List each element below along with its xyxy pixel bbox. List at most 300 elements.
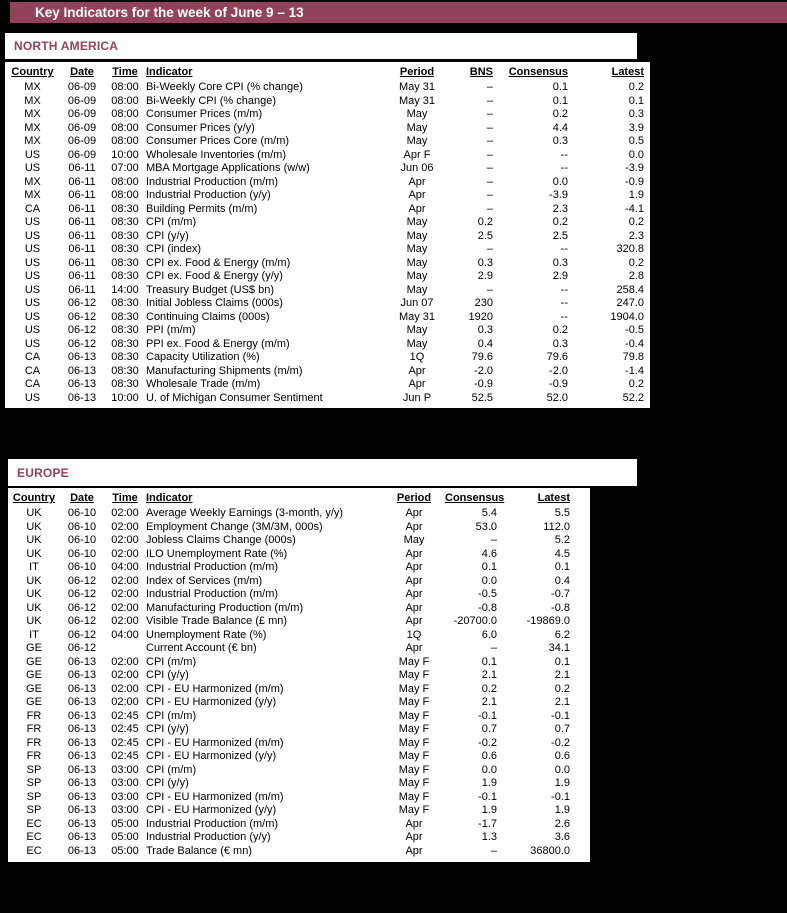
cell: CPI (y/y) (146, 723, 189, 735)
cell: Apr (405, 844, 423, 857)
cell: 02:45 (111, 723, 139, 735)
table-row (5, 284, 650, 298)
cell: 5.2 (554, 534, 570, 546)
cell: CPI - EU Harmonized (m/m) (146, 790, 284, 803)
cell: CA (24, 378, 41, 390)
cell: FR (26, 750, 42, 762)
cell: 08:30 (111, 270, 139, 282)
table-row (8, 750, 590, 764)
cell: 02:00 (111, 615, 139, 627)
cell: Initial Jobless Claims (000s) (146, 297, 283, 309)
cell: May 31 (398, 94, 436, 107)
cell: 08:30 (111, 364, 139, 377)
cell: -0.9 (474, 378, 493, 390)
cell: CPI (index) (146, 243, 202, 255)
cell: 03:00 (111, 763, 139, 776)
cell: May (403, 534, 425, 546)
cell: 03:00 (111, 790, 139, 803)
cell: 0.0 (552, 175, 568, 188)
cell: -3.9 (549, 189, 568, 201)
cell: 230 (474, 297, 493, 309)
cell: Visible Trade Balance (£ mn) (146, 615, 288, 627)
cell: 34.1 (548, 642, 570, 654)
cell: 04:00 (111, 628, 139, 641)
table-row (5, 243, 650, 257)
section-header-europe (8, 459, 637, 486)
cell: UK (26, 574, 42, 587)
cell: 05:00 (111, 831, 139, 843)
cell: May F (398, 750, 430, 762)
cell: 06-13 (67, 351, 97, 363)
cell: 02:00 (111, 655, 139, 668)
cell: 08:00 (111, 81, 139, 93)
cell: 06-09 (67, 135, 97, 147)
cell: Apr (408, 175, 426, 188)
cell: -0.1 (551, 790, 570, 803)
cell: Apr (408, 364, 426, 377)
cell: Trade Balance (€ mn) (146, 844, 252, 857)
cell: SP (26, 777, 42, 789)
report-title-bar (10, 2, 787, 23)
cell: 06-13 (67, 777, 97, 789)
column-header: Date (70, 66, 94, 78)
cell: 1904.0 (610, 310, 644, 323)
cell: Consumer Prices (y/y) (146, 121, 255, 134)
cell: Manufacturing Production (m/m) (146, 601, 304, 614)
cell: 06-13 (67, 763, 97, 776)
cell: 0.2 (477, 216, 493, 228)
cell: 1.3 (481, 831, 497, 843)
cell: 06-13 (67, 844, 97, 857)
cell: U. of Michigan Consumer Sentiment (146, 391, 323, 404)
table-row (8, 723, 590, 737)
cell: GE (26, 669, 42, 681)
cell: US (24, 216, 41, 228)
cell: GE (26, 682, 42, 695)
table-row (5, 162, 650, 176)
cell: Unemployment Rate (%) (146, 628, 267, 641)
table-row (8, 710, 590, 724)
cell: US (24, 270, 41, 282)
cell: 0.2 (552, 108, 568, 120)
cell: 4.5 (554, 547, 570, 560)
cell: US (24, 310, 41, 323)
cell: 0.2 (628, 81, 644, 93)
table-row (5, 324, 650, 338)
cell: 0.3 (477, 324, 493, 336)
cell: FR (26, 736, 42, 749)
cell: -0.8 (478, 601, 497, 614)
cell: -0.2 (551, 736, 570, 749)
table-row (8, 615, 590, 629)
cell: -- (560, 162, 568, 174)
cell: CPI - EU Harmonized (m/m) (146, 682, 284, 695)
cell: May (406, 256, 428, 269)
cell: 0.2 (628, 378, 644, 390)
cell: -0.4 (625, 337, 644, 350)
cell: -2.0 (549, 364, 568, 377)
table-row (8, 845, 590, 859)
cell: -0.9 (549, 378, 568, 390)
column-header: Consensus (508, 66, 568, 78)
cell: Apr (408, 202, 426, 215)
cell: IT (29, 628, 39, 641)
cell: – (490, 534, 497, 546)
column-header: Country (11, 66, 54, 78)
cell: 08:30 (111, 378, 139, 390)
cell: 0.0 (554, 763, 570, 776)
cell: 04:00 (111, 561, 139, 573)
cell: 05:00 (111, 817, 139, 830)
cell: 2.1 (481, 669, 497, 681)
cell: US (24, 391, 41, 404)
cell: -0.5 (625, 324, 644, 336)
cell: MX (24, 175, 41, 188)
cell: 79.8 (622, 351, 644, 363)
cell: 0.3 (552, 256, 568, 269)
cell: May F (398, 790, 430, 803)
cell: 06-11 (68, 202, 96, 215)
cell: 10:00 (111, 391, 139, 404)
cell: Industrial Production (m/m) (146, 175, 279, 188)
cell: May F (398, 777, 430, 789)
cell: Industrial Production (m/m) (146, 561, 279, 573)
table-row (8, 534, 590, 548)
cell: 1Q (409, 351, 425, 363)
cell: 0.3 (477, 256, 493, 269)
cell: Bi-Weekly CPI (% change) (146, 94, 277, 107)
column-header: Country (12, 492, 56, 504)
cell: – (486, 243, 493, 255)
cell: IT (29, 561, 39, 573)
cell: 0.2 (554, 682, 570, 695)
cell: Bi-Weekly Core CPI (% change) (146, 81, 303, 93)
cell: Industrial Production (y/y) (146, 831, 271, 843)
cell: 1.9 (554, 804, 570, 816)
cell: – (486, 121, 493, 134)
cell: CPI - EU Harmonized (y/y) (146, 696, 277, 708)
cell: 08:30 (111, 229, 139, 242)
cell: Apr (405, 547, 423, 560)
cell: CPI (y/y) (146, 669, 189, 681)
cell: -- (560, 310, 568, 323)
cell: 06-09 (67, 94, 97, 107)
column-header: Indicator (146, 492, 193, 504)
cell: May (406, 270, 428, 282)
cell: -20700.0 (453, 615, 497, 627)
cell: 06-12 (67, 601, 97, 614)
cell: May F (398, 763, 430, 776)
cell: 06-10 (67, 507, 97, 519)
cell: 08:00 (111, 94, 139, 107)
cell: May F (398, 696, 430, 708)
cell: 06-12 (67, 297, 97, 309)
column-header: Time (112, 66, 138, 78)
cell: Jun P (402, 391, 432, 404)
cell: 2.9 (552, 270, 568, 282)
table-row (8, 656, 590, 670)
table-row (5, 365, 650, 379)
table-row (5, 216, 650, 230)
cell: 06-12 (67, 588, 97, 600)
cell: 06-11 (68, 229, 96, 242)
cell: 0.2 (628, 256, 644, 269)
cell: MX (24, 81, 41, 93)
column-header: Date (70, 492, 94, 504)
cell: 258.4 (616, 283, 644, 296)
cell: Apr (405, 817, 423, 830)
cell: SP (26, 763, 42, 776)
cell: 6.2 (554, 628, 570, 641)
table-row (8, 669, 590, 683)
cell: May (406, 135, 428, 147)
cell: 2.1 (554, 669, 570, 681)
cell: May F (398, 804, 430, 816)
table-row (5, 135, 650, 149)
cell: CPI (y/y) (146, 229, 189, 242)
cell: 1.9 (628, 189, 644, 201)
cell: 2.6 (554, 817, 570, 830)
cell: SP (26, 804, 42, 816)
cell: Apr (405, 520, 423, 533)
cell: -- (560, 148, 568, 161)
cell: May (406, 229, 428, 242)
cell: Apr F (403, 148, 431, 161)
cell: 0.0 (481, 574, 497, 587)
cell: 06-10 (67, 534, 97, 546)
cell: Jun 06 (400, 162, 434, 174)
cell: Capacity Utilization (%) (146, 351, 260, 363)
cell: CPI - EU Harmonized (m/m) (146, 736, 284, 749)
cell: 06-12 (67, 574, 97, 587)
cell: 14:00 (111, 283, 139, 296)
cell: 02:00 (111, 507, 139, 519)
cell: -0.8 (551, 601, 570, 614)
cell: – (486, 108, 493, 120)
cell: CPI - EU Harmonized (y/y) (146, 750, 277, 762)
cell: 08:30 (111, 297, 139, 309)
cell: UK (26, 588, 42, 600)
cell: 08:30 (111, 216, 139, 228)
cell: US (24, 324, 41, 336)
cell: 02:00 (111, 534, 139, 546)
column-header: Latest (611, 66, 644, 78)
table-row (8, 777, 590, 791)
cell: MBA Mortgage Applications (w/w) (146, 162, 310, 174)
cell: 0.2 (481, 682, 497, 695)
cell: Wholesale Trade (m/m) (146, 378, 261, 390)
cell: CPI - EU Harmonized (y/y) (146, 804, 277, 816)
cell: 06-12 (67, 310, 97, 323)
section-title: EUROPE (17, 465, 69, 480)
cell: 4.4 (552, 121, 568, 134)
cell: UK (26, 615, 42, 627)
cell: May (406, 324, 428, 336)
cell: 03:00 (111, 777, 139, 789)
cell: 0.3 (552, 337, 568, 350)
cell: 3.6 (554, 831, 570, 843)
cell: May (406, 108, 428, 120)
cell: – (486, 283, 493, 296)
cell: US (24, 297, 41, 309)
table-row (5, 338, 650, 352)
column-header: Consensus (445, 492, 505, 504)
cell: MX (24, 94, 41, 107)
cell: -0.1 (478, 790, 497, 803)
table-row (8, 831, 590, 845)
cell: -- (560, 283, 568, 296)
cell: 06-12 (67, 615, 97, 627)
cell: 06-11 (68, 175, 96, 188)
cell: UK (26, 534, 42, 546)
cell: -2.0 (474, 364, 493, 377)
cell: 03:00 (111, 804, 139, 816)
cell: 06-13 (67, 817, 97, 830)
cell: 06-11 (68, 256, 96, 269)
header-row (5, 64, 650, 81)
cell: 0.1 (552, 94, 568, 107)
cell: 08:30 (111, 243, 139, 255)
cell: May 31 (398, 81, 436, 93)
cell: 06-13 (67, 696, 97, 708)
cell: Jobless Claims Change (000s) (146, 534, 296, 546)
table-row (8, 602, 590, 616)
cell: US (24, 337, 41, 350)
cell: 02:00 (111, 669, 139, 681)
cell: 36800.0 (530, 844, 570, 857)
cell: 06-10 (67, 520, 97, 533)
cell: May (406, 243, 428, 255)
cell: 02:45 (111, 736, 139, 749)
cell: Apr (405, 574, 423, 587)
cell: Employment Change (3M/3M, 000s) (146, 520, 323, 533)
cell: 08:30 (111, 351, 139, 363)
cell: -3.9 (625, 162, 644, 174)
cell: Apr (408, 378, 426, 390)
cell: 06-10 (67, 561, 97, 573)
cell: CPI ex. Food & Energy (y/y) (146, 270, 283, 282)
cell: -0.1 (478, 709, 497, 722)
cell: 0.0 (628, 148, 644, 161)
cell: MX (24, 135, 41, 147)
cell: Current Account (€ bn) (146, 642, 257, 654)
cell: -0.1 (551, 709, 570, 722)
cell: US (24, 283, 41, 296)
cell: ILO Unemployment Rate (%) (146, 547, 288, 560)
cell: – (490, 642, 497, 654)
cell: -4.1 (625, 202, 644, 215)
cell: GE (26, 655, 42, 668)
cell: 0.6 (554, 750, 570, 762)
cell: Continuing Claims (000s) (146, 310, 270, 323)
cell: EC (26, 844, 42, 857)
cell: May 31 (398, 310, 436, 323)
cell: 52.5 (471, 391, 493, 404)
cell: May F (398, 655, 430, 668)
table-row (8, 561, 590, 575)
cell: 0.4 (554, 574, 570, 587)
cell: 1.9 (554, 777, 570, 789)
cell: 08:00 (111, 175, 139, 188)
cell: UK (26, 547, 42, 560)
cell: May F (398, 736, 430, 749)
cell: 08:00 (111, 108, 139, 120)
cell: 0.1 (481, 655, 497, 668)
cell: May (406, 283, 428, 296)
cell: Average Weekly Earnings (3-month, y/y) (146, 507, 344, 519)
table-row (8, 548, 590, 562)
cell: CPI (m/m) (146, 216, 197, 228)
cell: 320.8 (616, 243, 644, 255)
cell: 1Q (406, 628, 422, 641)
cell: -1.7 (478, 817, 497, 830)
cell: 06-09 (67, 81, 97, 93)
cell: 0.1 (552, 81, 568, 93)
cell: UK (26, 520, 42, 533)
cell: UK (26, 601, 42, 614)
cell: 0.1 (481, 561, 497, 573)
cell: 02:00 (111, 547, 139, 560)
cell: 2.5 (477, 229, 493, 242)
cell: EC (26, 831, 42, 843)
cell: 0.1 (628, 94, 644, 107)
cell: May (406, 121, 428, 134)
cell: 08:00 (111, 135, 139, 147)
cell: 53.0 (475, 520, 497, 533)
cell: 2.1 (481, 696, 497, 708)
cell: May F (398, 682, 430, 695)
column-header: Time (112, 492, 138, 504)
cell: 02:00 (111, 682, 139, 695)
cell: – (486, 162, 493, 174)
cell: 52.2 (622, 391, 644, 404)
cell: -0.9 (625, 175, 644, 188)
cell: Treasury Budget (US$ bn) (146, 283, 274, 296)
cell: 07:00 (111, 162, 139, 174)
cell: Industrial Production (m/m) (146, 588, 279, 600)
cell: 06-11 (68, 216, 96, 228)
cell: 06-13 (67, 790, 97, 803)
cell: 06-11 (68, 162, 96, 174)
cell: 06-11 (68, 243, 96, 255)
table-row (5, 297, 650, 311)
cell: SP (26, 790, 42, 803)
cell: 06-13 (67, 723, 97, 735)
cell: EC (26, 817, 42, 830)
cell: -- (560, 243, 568, 255)
table-row (8, 507, 590, 521)
cell: Apr (405, 615, 423, 627)
cell: PPI (m/m) (146, 324, 196, 336)
table-row (5, 189, 650, 203)
cell: Index of Services (m/m) (146, 574, 263, 587)
table-row (5, 230, 650, 244)
column-header: BNS (469, 66, 493, 78)
cell: 06-13 (67, 750, 97, 762)
cell: -0.2 (478, 736, 497, 749)
cell: 0.6 (481, 750, 497, 762)
table-row (5, 176, 650, 190)
table-row (5, 149, 650, 163)
table-row (5, 81, 650, 95)
cell: CPI (m/m) (146, 763, 197, 776)
cell: 06-11 (68, 283, 96, 296)
table-row (5, 122, 650, 136)
cell: 52.0 (546, 391, 568, 404)
cell: Industrial Production (y/y) (146, 189, 271, 201)
table-row (5, 108, 650, 122)
cell: MX (24, 121, 41, 134)
